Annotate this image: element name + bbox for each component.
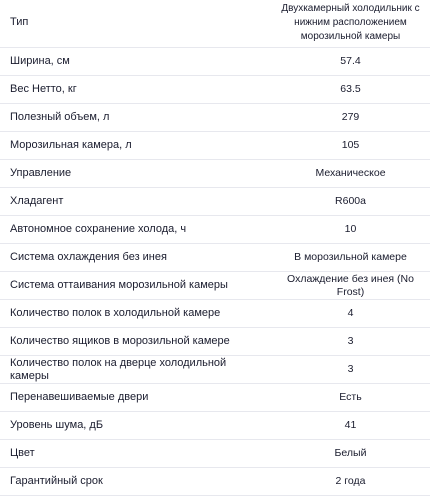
spec-row-control <box>0 160 430 188</box>
spec-row-width <box>0 48 430 76</box>
spec-label: Количество полок в холодильной камере <box>0 300 267 328</box>
spec-row-freezer-drawers <box>0 328 430 356</box>
spec-label: Система оттаивания морозильной камеры <box>0 272 267 300</box>
spec-label: Количество ящиков в морозильной камере <box>0 328 267 356</box>
spec-label: Система охлаждения без инея <box>0 244 267 272</box>
spec-value: 3 <box>267 356 430 384</box>
spec-label: Тип <box>0 0 267 48</box>
spec-value: В морозильной камере <box>267 244 430 272</box>
spec-row-usable-volume <box>0 104 430 132</box>
spec-value: Белый <box>267 440 430 468</box>
spec-row-reversible-doors <box>0 384 430 412</box>
spec-value: 10 <box>267 216 430 244</box>
spec-label: Количество полок на дверце холодильной камеры <box>0 356 267 384</box>
spec-label: Управление <box>0 160 267 188</box>
spec-label: Морозильная камера, л <box>0 132 267 160</box>
spec-row-defrost-system <box>0 272 430 300</box>
spec-row-noise-level <box>0 412 430 440</box>
spec-label: Хладагент <box>0 188 267 216</box>
spec-value: 4 <box>267 300 430 328</box>
spec-value: 279 <box>267 104 430 132</box>
spec-value: R600a <box>267 188 430 216</box>
spec-value: Двухкамерный холодильник с нижним расположением морозильной камеры <box>267 0 430 48</box>
spec-value: 3 <box>267 328 430 356</box>
spec-value: Охлаждение без инея (No Frost) <box>267 272 430 300</box>
spec-value: Есть <box>267 384 430 412</box>
spec-row-autonomous-cold <box>0 216 430 244</box>
spec-row-type <box>0 0 430 48</box>
spec-value: 2 года <box>267 468 430 496</box>
spec-row-refrigerant <box>0 188 430 216</box>
spec-label: Полезный объем, л <box>0 104 267 132</box>
spec-row-color <box>0 440 430 468</box>
spec-row-no-frost-system <box>0 244 430 272</box>
spec-row-freezer-volume <box>0 132 430 160</box>
spec-value: 105 <box>267 132 430 160</box>
spec-label: Ширина, см <box>0 48 267 76</box>
spec-row-door-shelves <box>0 356 430 384</box>
spec-label: Автономное сохранение холода, ч <box>0 216 267 244</box>
spec-value: 57.4 <box>267 48 430 76</box>
spec-row-warranty <box>0 468 430 496</box>
spec-label: Цвет <box>0 440 267 468</box>
spec-label: Уровень шума, дБ <box>0 412 267 440</box>
spec-label: Вес Нетто, кг <box>0 76 267 104</box>
spec-label: Перенавешиваемые двери <box>0 384 267 412</box>
spec-value: Механическое <box>267 160 430 188</box>
spec-value: 63.5 <box>267 76 430 104</box>
spec-value: 41 <box>267 412 430 440</box>
spec-label: Гарантийный срок <box>0 468 267 496</box>
spec-row-net-weight <box>0 76 430 104</box>
spec-row-fridge-shelves <box>0 300 430 328</box>
